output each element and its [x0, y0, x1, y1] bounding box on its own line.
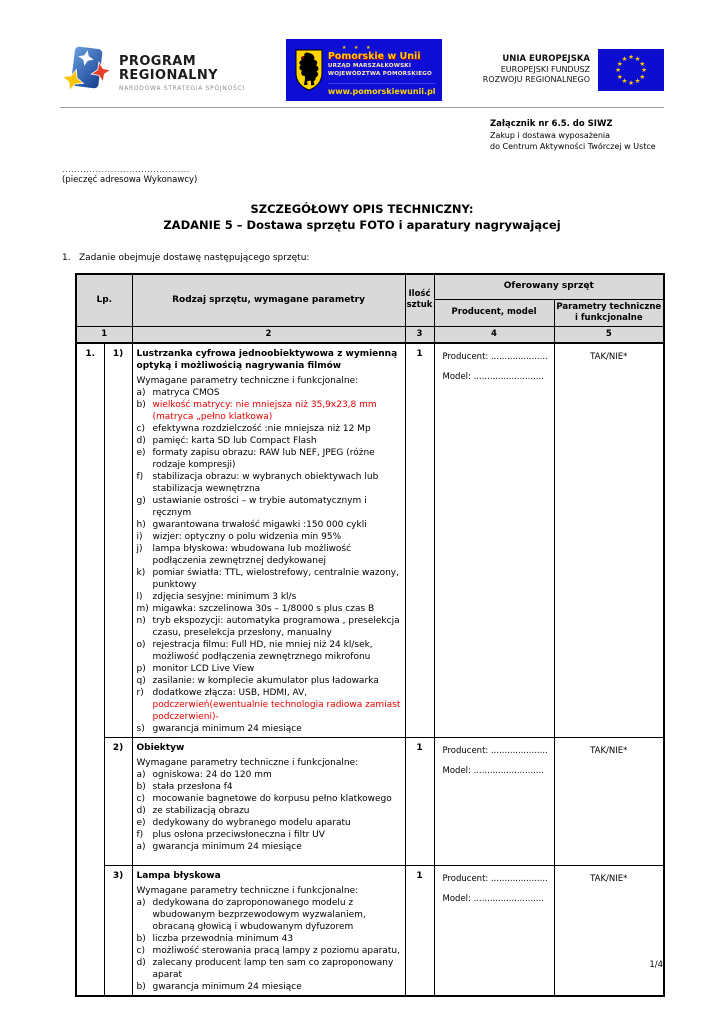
eu-flag-icon — [598, 49, 664, 91]
tak-nie-cell: TAK/NIE* — [554, 865, 664, 996]
table-row — [76, 737, 664, 865]
item-content-cell — [132, 343, 405, 738]
eu-star: ★ — [616, 72, 623, 81]
producer-model-cell — [434, 343, 554, 738]
spec-item — [137, 829, 401, 841]
spec-item-text: wizjer: optyczny o polu widzenia min 95% — [152, 531, 342, 542]
eu-star: ★ — [639, 59, 646, 68]
row-number-cell: 1. — [76, 343, 104, 996]
spec-item-label: l) — [136, 591, 143, 602]
eu-star: ★ — [634, 54, 641, 63]
producer-label: Producent: — [442, 873, 489, 884]
spec-item-label: k) — [136, 567, 146, 578]
eu-fund-line2: ROZWOJU REGIONALNEGO — [482, 75, 590, 85]
item-number-cell: 3) — [104, 865, 132, 996]
item-title: Lampa błyskowa — [136, 870, 221, 881]
spec-item-text: wielkość matrycy: nie mniejsza niż 35,9x23,8 mm (matryca „pełno klatkowa) — [152, 399, 377, 422]
spec-item-text: efektywna rozdzielczość :nie mniejsza niż 12 Mp — [152, 423, 371, 434]
tak-nie-cell: TAK/NIE* — [554, 737, 664, 865]
producer-line — [443, 352, 552, 362]
attachment-line2: Zakup i dostawa wyposażenia — [490, 131, 611, 140]
spec-item-text: matryca CMOS — [152, 387, 220, 398]
model-line — [443, 894, 552, 904]
pomorskie-title: Pomorskie w Unii — [327, 50, 421, 62]
item-requirements-intro: Wymagane parametry techniczne i funkcjonalne: — [136, 375, 359, 386]
tak-nie-cell: TAK/NIE* — [554, 343, 664, 738]
item-requirements-intro: Wymagane parametry techniczne i funkcjonalne: — [136, 885, 359, 896]
spec-item-label: m) — [136, 603, 149, 614]
producer-dotted-line: ..................... — [490, 745, 548, 756]
pomorskie-url: www.pomorskiewunii.pl — [328, 83, 436, 96]
spec-item — [137, 471, 401, 495]
spec-item — [137, 447, 401, 471]
quantity-cell: 1 — [405, 737, 434, 865]
title-line1: SZCZEGÓŁOWY OPIS TECHNICZNY: — [250, 202, 474, 216]
spec-item-text: pamięć: karta SD lub Compact Flash — [152, 435, 317, 446]
spec-item — [137, 897, 401, 933]
col-header-parametry: Parametry techniczne i funkcjonalne — [554, 299, 664, 326]
spec-item-label: b) — [136, 933, 146, 944]
spec-item-text: gwarancja minimum 24 miesiące — [152, 723, 302, 734]
item-content-cell — [132, 737, 405, 865]
quantity-cell: 1 — [405, 343, 434, 738]
spec-item-label: c) — [136, 423, 145, 434]
spec-list — [137, 769, 401, 853]
model-label: Model: — [442, 765, 471, 776]
spec-item-label: d) — [136, 805, 146, 816]
col-number-4: 4 — [434, 326, 554, 343]
spec-item — [137, 435, 401, 447]
spec-item — [137, 531, 401, 543]
pomorskie-org-line1: URZĄD MARSZAŁKOWSKI — [327, 62, 412, 69]
spec-item — [137, 639, 401, 663]
spec-item-label: i) — [136, 531, 143, 542]
producer-dotted-line: ..................... — [490, 873, 548, 884]
spec-item-text: plus osłona przeciwsłoneczna i filtr UV — [152, 829, 325, 840]
spec-item — [137, 817, 401, 829]
nss-subtitle: NARODOWA STRATEGIA SPÓJNOŚCI — [119, 84, 245, 92]
spec-item-text: zdjęcia sesyjne: minimum 3 kl/s — [152, 591, 297, 602]
spec-item — [137, 769, 401, 781]
spec-item-text: monitor LCD Live View — [152, 663, 255, 674]
spec-item-label: d) — [136, 957, 146, 968]
header-divider — [60, 107, 664, 108]
spec-item — [137, 387, 401, 399]
spec-item-text: możliwość sterowania pracą lampy z poziomu aparatu, — [152, 945, 400, 956]
spec-item-text: formaty zapisu obrazu: RAW lub NEF, JPEG (różne rodzaje kompresji) — [152, 447, 375, 470]
spec-item-text: gwarantowana trwałość migawki :150 000 cykli — [152, 519, 367, 530]
eu-star: ★ — [615, 66, 621, 74]
producer-line — [443, 746, 552, 756]
eu-star: ★ — [616, 59, 623, 68]
item-number-cell: 2) — [104, 737, 132, 865]
model-line — [443, 372, 552, 382]
eu-star: ★ — [634, 77, 641, 86]
spec-item-text: stabilizacja obrazu: w wybranych obiektywach lub stabilizacja wewnętrzna — [152, 471, 379, 494]
spec-item — [137, 603, 401, 615]
spec-item — [137, 981, 401, 993]
spec-item-label: p) — [136, 663, 146, 674]
spec-item — [137, 723, 401, 735]
eu-star: ★ — [628, 53, 634, 61]
spec-item — [137, 841, 401, 853]
page-number: 1/4 — [649, 960, 663, 970]
spec-item — [137, 423, 401, 435]
spec-item-text: zalecany producent lamp ten sam co zaproponowany aparat — [152, 957, 394, 980]
program-regionalny-logo — [60, 42, 245, 98]
spec-item-label: a) — [136, 387, 146, 398]
spec-item-text: gwarancja minimum 24 miesiące — [152, 841, 302, 852]
specification-table — [75, 273, 665, 997]
spec-item-text: ogniskowa: 24 do 120 mm — [152, 769, 272, 780]
spec-item-text: migawka: szczelinowa 30s – 1/8000 s plus czas B — [152, 603, 375, 614]
spec-item — [137, 543, 401, 567]
item-title: Lustrzanka cyfrowa jednoobiektywowa z wymienną optyką i możliwością nagrywania filmów — [136, 348, 398, 371]
quantity-cell: 1 — [405, 865, 434, 996]
col-header-oferowany: Oferowany sprzęt — [434, 274, 664, 299]
col-number-5: 5 — [554, 326, 664, 343]
spec-item-label: q) — [136, 675, 146, 686]
spec-item-text: liczba przewodnia minimum 43 — [152, 933, 294, 944]
eu-title: UNIA EUROPEJSKA — [502, 54, 590, 65]
stamp-block — [62, 165, 197, 185]
spec-item — [137, 945, 401, 957]
intro-number: 1. — [62, 253, 71, 263]
spec-item-text: stała przesłona f4 — [152, 781, 233, 792]
spec-item-label: e) — [136, 817, 146, 828]
producer-dotted-line: ..................... — [490, 351, 548, 362]
spec-item-label: c) — [136, 793, 145, 804]
spec-item-text: mocowanie bagnetowe do korpusu pełno klatkowego — [152, 793, 392, 804]
spec-item-label: b) — [136, 981, 146, 992]
model-dotted-line: .......................... — [473, 765, 544, 776]
producer-label: Producent: — [442, 745, 489, 756]
spec-item-text: tryb ekspozycji: automatyka programowa , preselekcja czasu, preselekcja przesłony, manualny — [152, 615, 400, 638]
eu-star: ★ — [621, 54, 628, 63]
producer-model-cell — [434, 737, 554, 865]
item-requirements-intro: Wymagane parametry techniczne i funkcjonalne: — [136, 757, 359, 768]
spec-item — [137, 793, 401, 805]
model-label: Model: — [442, 893, 471, 904]
spec-item-label: j) — [136, 543, 143, 554]
spec-item — [137, 933, 401, 945]
nss-stars-icon — [60, 42, 114, 98]
spec-item-text: lampa błyskowa: wbudowana lub możliwość podłączenia zewnętrznej dedykowanej — [152, 543, 352, 566]
pomorskie-logo — [286, 39, 442, 101]
eu-text — [483, 54, 590, 86]
nss-wordmark — [119, 49, 245, 92]
producer-model-cell — [434, 865, 554, 996]
spec-item-text: pomiar światła: TTL, wielostrefowy, centralnie wazony, punktowy — [152, 567, 399, 590]
model-line — [443, 766, 552, 776]
spec-item-label: o) — [136, 639, 146, 650]
spec-item-label: a) — [136, 769, 146, 780]
nss-title-line1: PROGRAM — [119, 53, 197, 69]
spec-item-text: zasilanie: w komplecie akumulator plus ładowarka — [152, 675, 379, 686]
spec-item — [137, 567, 401, 591]
spec-item-label: b) — [136, 781, 146, 792]
attachment-line1: Załącznik nr 6.5. do SIWZ — [490, 119, 613, 129]
col-number-3: 3 — [405, 326, 434, 343]
col-number-1: 1 — [76, 326, 132, 343]
attachment-line3: do Centrum Aktywności Twórczej w Ustce — [490, 142, 656, 151]
nss-title-line2: REGIONALNY — [119, 67, 218, 83]
spec-item — [137, 495, 401, 519]
spec-item-label: f) — [136, 829, 144, 840]
spec-item-label: d) — [136, 435, 146, 446]
pomorskie-stars-icon: ★ ★ ★ — [341, 44, 374, 51]
spec-item-label: g) — [136, 495, 146, 506]
item-number-cell: 1) — [104, 343, 132, 738]
spec-item — [137, 687, 401, 723]
title-line2: ZADANIE 5 – Dostawa sprzętu FOTO i aparatury nagrywającej — [163, 218, 561, 232]
header-logos — [60, 36, 664, 104]
item-title: Obiektyw — [136, 742, 185, 753]
pomorskie-org-line2: WOJEWÓDZTWA POMORSKIEGO — [327, 70, 432, 77]
spec-item — [137, 805, 401, 817]
griffin-shield-icon — [295, 49, 323, 91]
spec-item-text: dodatkowe złącza: USB, HDMI, AV, podczerwień(ewentualnie technologia radiowa zamiast podczerwieni)- — [152, 687, 401, 722]
spec-item — [137, 591, 401, 603]
producer-line — [443, 874, 552, 884]
stamp-dotted-line: .......................................... — [62, 165, 190, 174]
eu-star: ★ — [641, 66, 647, 74]
eu-logo — [483, 49, 664, 91]
spec-item-label: f) — [136, 471, 144, 482]
spec-item — [137, 663, 401, 675]
spec-item-label: b) — [136, 399, 146, 410]
spec-item-text: gwarancja minimum 24 miesiące — [152, 981, 302, 992]
spec-item — [137, 781, 401, 793]
spec-item-label: r) — [136, 687, 144, 698]
pomorskie-text — [328, 45, 436, 96]
page-title — [0, 201, 724, 233]
intro-text: Zadanie obejmuje dostawę następującego sprzętu: — [79, 253, 310, 263]
spec-item-text: dedykowany do wybranego modelu aparatu — [152, 817, 351, 828]
col-header-lp: Lp. — [76, 274, 132, 326]
col-number-2: 2 — [132, 326, 405, 343]
spec-item — [137, 399, 401, 423]
spec-list — [137, 387, 401, 735]
spec-item-label: n) — [136, 615, 146, 626]
model-dotted-line: .......................... — [473, 371, 544, 382]
stamp-label: (pieczęć adresowa Wykonawcy) — [62, 175, 198, 185]
table-row — [76, 343, 664, 738]
intro-line — [62, 253, 309, 263]
col-header-ilosc: Ilość sztuk — [405, 274, 434, 326]
spec-item-label: c) — [136, 945, 145, 956]
spec-item-text: ustawianie ostrości – w trybie automatycznym i ręcznym — [152, 495, 367, 518]
model-label: Model: — [442, 371, 471, 382]
spec-item-text: rejestracja filmu: Full HD, nie mniej niż 24 kl/sek, możliwość podłączenia zewnętrznego mikrofonu — [152, 639, 373, 662]
table-row — [76, 865, 664, 996]
eu-star: ★ — [639, 72, 646, 81]
spec-item-text: dedykowana do zaproponowanego modelu z wbudowanym bezprzewodowym wyzwalaniem, obracaną głowicą i wbudowanym dyfuzorem — [152, 897, 366, 932]
spec-item-label: s) — [136, 723, 145, 734]
spec-item-label: a) — [136, 897, 146, 908]
spec-item-label: a) — [136, 841, 146, 852]
item-content-cell — [132, 865, 405, 996]
model-dotted-line: .......................... — [473, 893, 544, 904]
spec-item-label: h) — [136, 519, 146, 530]
spec-item — [137, 519, 401, 531]
spec-item — [137, 615, 401, 639]
eu-fund-line1: EUROPEJSKI FUNDUSZ — [500, 64, 590, 74]
spec-item-text: ze stabilizacją obrazu — [152, 805, 250, 816]
eu-star: ★ — [621, 77, 628, 86]
producer-label: Producent: — [442, 351, 489, 362]
spec-list — [137, 897, 401, 993]
spec-item-label: e) — [136, 447, 146, 458]
col-header-rodzaj: Rodzaj sprzętu, wymagane parametry — [132, 274, 405, 326]
spec-item — [137, 675, 401, 687]
col-header-producent: Producent, model — [434, 299, 554, 326]
attachment-note — [490, 119, 656, 152]
eu-star: ★ — [628, 79, 634, 87]
